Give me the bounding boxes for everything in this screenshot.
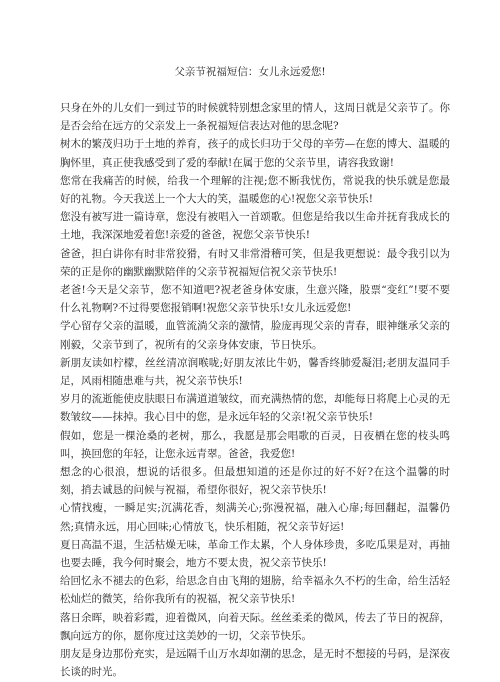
paragraph: 夏日高温不退，生活枯燥无味，革命工作太累，个人身体珍贵，多吃瓜果是对，再抽也要去睡，我今何时聚会，地方不要太贵，祝父亲节快乐! bbox=[60, 538, 450, 570]
paragraph: 落日余晖，映着彩霞，迎着微风，向着天际。丝丝柔柔的微风，传去了节日的祝辞，飘向远方的你，愿你度过这美妙的一切，父亲节快乐。 bbox=[60, 611, 450, 642]
paragraph: 只身在外的儿女们一到过节的时候就特别想念家里的情人，这周日就是父亲节了。你是否会给在远方的父亲发上一条祝福短信表达对他的思念呢? bbox=[60, 102, 450, 133]
paragraph: 学心留存父亲的温暖，血管流淌父亲的激情，脸庞再现父亲的青春，眼神继承父亲的刚毅，父亲节到了，祝所有的父亲身体安康，节日快乐。 bbox=[60, 320, 450, 351]
paragraph: 假如，您是一棵沧桑的老树，那么，我愿是那会唱歌的百灵，日夜栖在您的枝头鸣叫，换回您的年轻，让您永远青翠。爸爸，我爱您! bbox=[60, 429, 450, 460]
paragraph: 爸爸，担白讲你有时非常狡猾，有时又非常滑稽可笑，但是我更想说：最令我引以为荣的正是你的幽默幽默陪伴的父亲节祝福短信祝父亲节快乐! bbox=[60, 247, 450, 278]
document-body bbox=[60, 99, 450, 682]
paragraph: 您没有被写进一篇诗章，您没有被唱入一首颂歌。但您是给我以生命并抚育我成长的土地，我深深地爱着您!亲爱的爸爸，祝您父亲节快乐! bbox=[60, 211, 450, 242]
document-title: 父亲节祝福短信：女儿永远爱您! bbox=[174, 66, 326, 78]
paragraph: 新朋友读如柠檬，丝丝清凉润喉咙;好朋友浓比牛奶，馨香终肺爱凝泪;老朋友温同手足，风雨相随患难与共，祝父亲节快乐! bbox=[60, 356, 450, 388]
paragraph: 心情找瘦，一瞬足实;沉满花香，刻满关心;弥漫祝福，融入心扉;每回翻起，温馨仍然;真情永远，用心回味;心情放飞，快乐相随，祝父亲节好运! bbox=[60, 502, 450, 533]
paragraph: 给回忆永不褪去的色彩，给思念自由飞翔的翅膀，给幸福永久不朽的生命，给生活轻松灿烂的微笑，给你我所有的祝福，祝父亲节快乐! bbox=[60, 575, 450, 606]
paragraph: 老爸!今天是父亲节，您不知道吧?祝老爸身体安康，生意兴隆，股票“变红”!要不要什么礼物啊?不过得要您报销啊!祝您父亲节快乐!女儿永远爱您! bbox=[60, 284, 450, 315]
paragraph: 岁月的流逝能使皮肤眼日布满道道皱纹，而充满热情的您，却能每日将爬上心灵的无数皱纹——抹掉。我心目中的您，是永远年轻的父亲!祝父亲节快乐! bbox=[60, 393, 450, 424]
paragraph: 想念的心很浪，想说的话很多。但最想知道的还是你过的好不好?在这个温馨的时刻，捎去诚恳的问候与祝福，希望你很好，祝父亲节快乐! bbox=[60, 466, 450, 497]
paragraph: 朋友是身边那份充实，是远隔千山万水却如潮的思念，是无时不想接的号码，是深夜长谈的时光。 bbox=[60, 648, 450, 679]
paragraph: 树木的繁茂归功于土地的养育，孩子的成长归功于父母的辛劳—在您的博大、温暖的胸怀里，真正使我感受到了爱的奉献!在属于您的父亲节里，请容我致谢! bbox=[60, 138, 450, 169]
paragraph: 您常在我痛苦的时候，给我一个理解的注视;您不断我忧伤，常说我的快乐就是您最好的礼物。今天我送上一个大大的笑，温暖您的心!祝您父亲节快乐! bbox=[60, 174, 450, 206]
